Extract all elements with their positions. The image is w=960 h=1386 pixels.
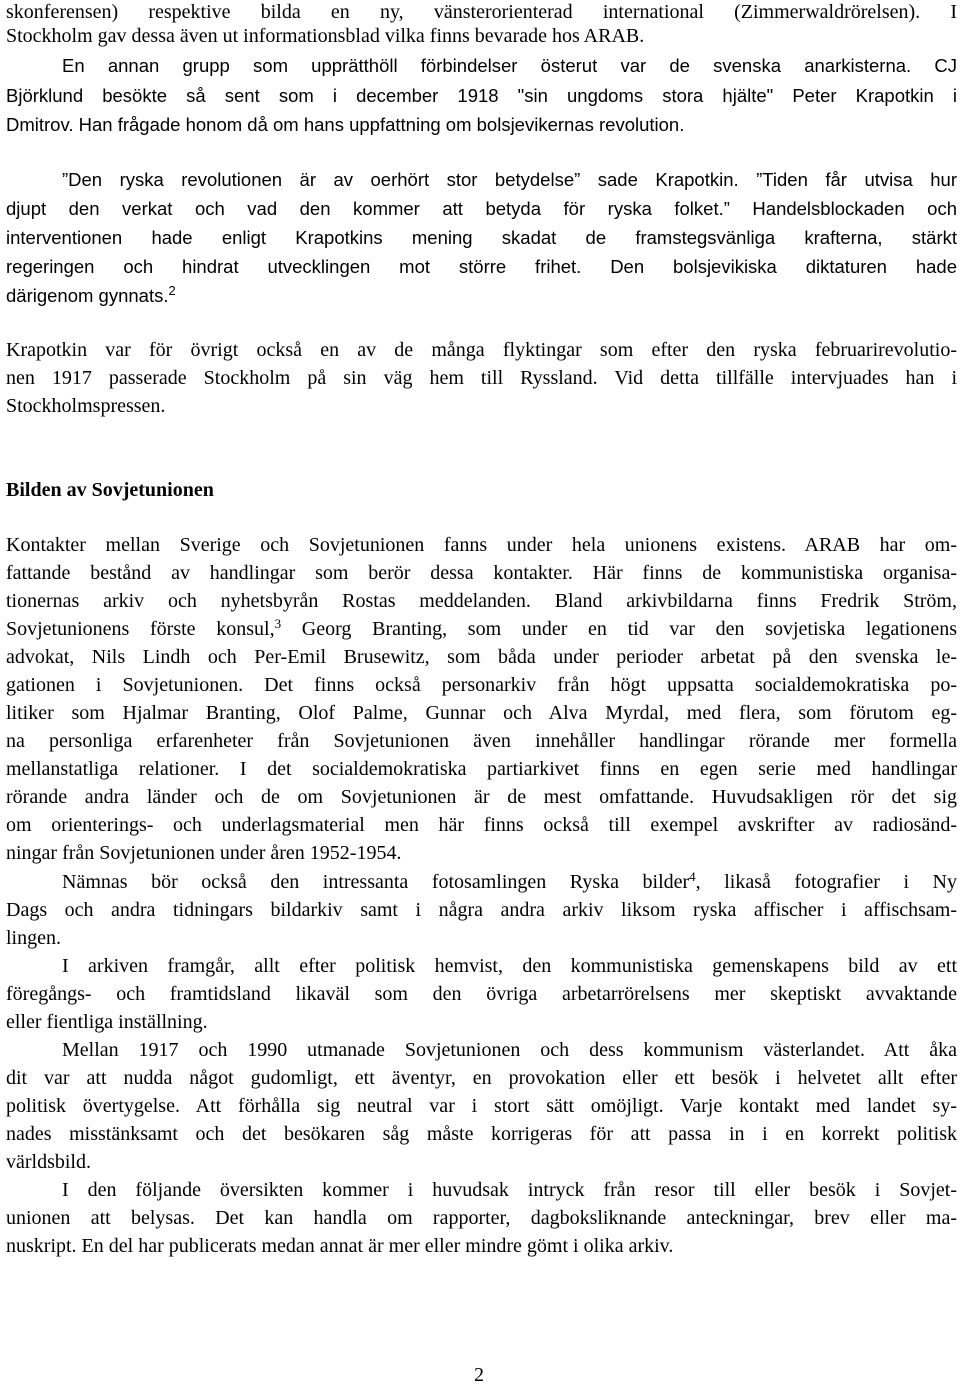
footnote-ref[interactable]: 4	[689, 869, 696, 884]
text-line: djupt den verkat och vad den kommer att betyda för ryska folket.” Handelsblockaden och	[6, 198, 957, 219]
text-line: rörande andra länder och de om Sovjetunionen är de mest omfattande. Huvudsakligen rör det sig	[6, 786, 957, 808]
text-line: Dmitrov. Han frågade honom då om hans uppfattning om bolsjevikernas revolution.	[6, 114, 685, 135]
text-line: fattande bestånd av handlingar som berör dessa kontakter. Här finns de kommunistiska organisa-	[6, 562, 957, 584]
text-line: Stockholmspressen.	[6, 395, 166, 417]
text-line: lingen.	[6, 927, 61, 949]
text-line: advokat, Nils Lindh och Per-Emil Brusewitz, som båda under perioder arbetat på den svenska le-	[6, 646, 957, 668]
text-line: Björklund besökte så sent som i december 1918 "sin ungdoms stora hjälte" Peter Krapotkin i	[6, 85, 957, 106]
text-line: världsbild.	[6, 1151, 91, 1173]
page-number: 2	[474, 1364, 484, 1386]
text-line: litiker som Hjalmar Branting, Olof Palme, Gunnar och Alva Myrdal, med flera, som förutom eg-	[6, 702, 957, 724]
text-line	[6, 284, 957, 308]
text-line-segment: Nämnas bör också den intressanta fotosamlingen Ryska bilder	[62, 871, 690, 893]
text-line: skonferensen) respektive bilda en ny, vänsterorienterad international (Zimmerwaldrörelsen). I	[6, 1, 957, 23]
text-line: politisk övertygelse. Att förhålla sig neutral var i stort sätt omöjligt. Varje kontakt med landet sy-	[6, 1095, 957, 1117]
text-line: Kontakter mellan Sverige och Sovjetunionen fanns under hela unionens existens. ARAB har om-	[6, 534, 957, 556]
text-line	[62, 870, 957, 894]
text-line: tionernas arkiv och nyhetsbyrån Rostas meddelanden. Bland arkivbildarna finns Fredrik Ström,	[6, 590, 957, 612]
footnote-ref[interactable]: 2	[168, 283, 176, 298]
text-line: dit var att nudda något gudomligt, ett äventyr, en provokation eller ett besök i helvetet allt efter	[6, 1067, 957, 1089]
text-line: En annan grupp som upprätthöll förbindelser österut var de svenska anarkisterna. CJ	[62, 55, 957, 76]
section-heading: Bilden av Sovjetunionen	[6, 479, 214, 501]
text-line: ”Den ryska revolutionen är av oerhört stor betydelse” sade Krapotkin. ”Tiden får utvisa hur	[62, 169, 957, 190]
text-line: mellanstatliga relationer. I det socialdemokratiska partiarkivet finns en egen serie med handlingar	[6, 758, 957, 780]
text-line: regeringen och hindrat utvecklingen mot större frihet. Den bolsjevikiska diktaturen hade	[6, 256, 957, 277]
text-line: interventionen hade enligt Krapotkins mening skadat de framstegsvänliga krafterna, stärkt	[6, 227, 957, 248]
text-line: nades misstänksamt och det besökaren såg måste korrigeras för att passa in i en korrekt politisk	[6, 1123, 957, 1145]
text-line: Krapotkin var för övrigt också en av de många flyktingar som efter den ryska februarirevolutio-	[6, 339, 957, 361]
text-line: unionen att belysas. Det kan handla om rapporter, dagboksliknande anteckningar, brev eller ma-	[6, 1207, 957, 1229]
text-line	[6, 617, 957, 641]
text-line: Stockholm gav dessa även ut informationsblad vilka finns bevarade hos ARAB.	[6, 25, 645, 47]
text-line: Mellan 1917 och 1990 utmanade Sovjetunionen och dess kommunism västerlandet. Att åka	[62, 1039, 957, 1061]
text-line-segment: därigenom gynnats.	[6, 285, 169, 306]
footnote-ref[interactable]: 3	[274, 616, 282, 631]
text-line: nuskript. En del har publicerats medan annat är mer eller mindre gömt i olika arkiv.	[6, 1235, 674, 1257]
text-line: föregångs- och framtidsland likaväl som den övriga arbetarrörelsens mer skeptiskt avvaktande	[6, 983, 957, 1005]
text-line: ningar från Sovjetunionen under åren 1952-1954.	[6, 842, 402, 864]
text-line: nen 1917 passerade Stockholm på sin väg hem till Ryssland. Vid detta tillfälle intervjuades han i	[6, 367, 957, 389]
text-line-segment: Sovjetunionens förste konsul,	[6, 618, 275, 640]
text-line: Dags och andra tidningars bildarkiv samt i några andra arkiv liksom ryska affischer i affischsam-	[6, 899, 957, 921]
text-line-segment: Georg Branting, som under en tid var den sovjetiska legationens	[281, 618, 957, 640]
text-line: gationen i Sovjetunionen. Det finns också personarkiv från högt uppsatta socialdemokratiska po-	[6, 674, 957, 696]
text-line: I arkiven framgår, allt efter politisk hemvist, den kommunistiska gemenskapens bild av ett	[62, 955, 957, 977]
text-line: na personliga erfarenheter från Sovjetunionen även innehåller handlingar rörande mer formella	[6, 730, 957, 752]
text-line-segment: , likaså fotografier i Ny	[695, 871, 957, 893]
text-line: eller fientliga inställning.	[6, 1011, 208, 1033]
text-line: I den följande översikten kommer i huvudsak intryck från resor till eller besök i Sovjet-	[62, 1179, 957, 1201]
text-line: om orienterings- och underlagsmaterial men här finns också till exempel avskrifter av radiosänd-	[6, 814, 957, 836]
